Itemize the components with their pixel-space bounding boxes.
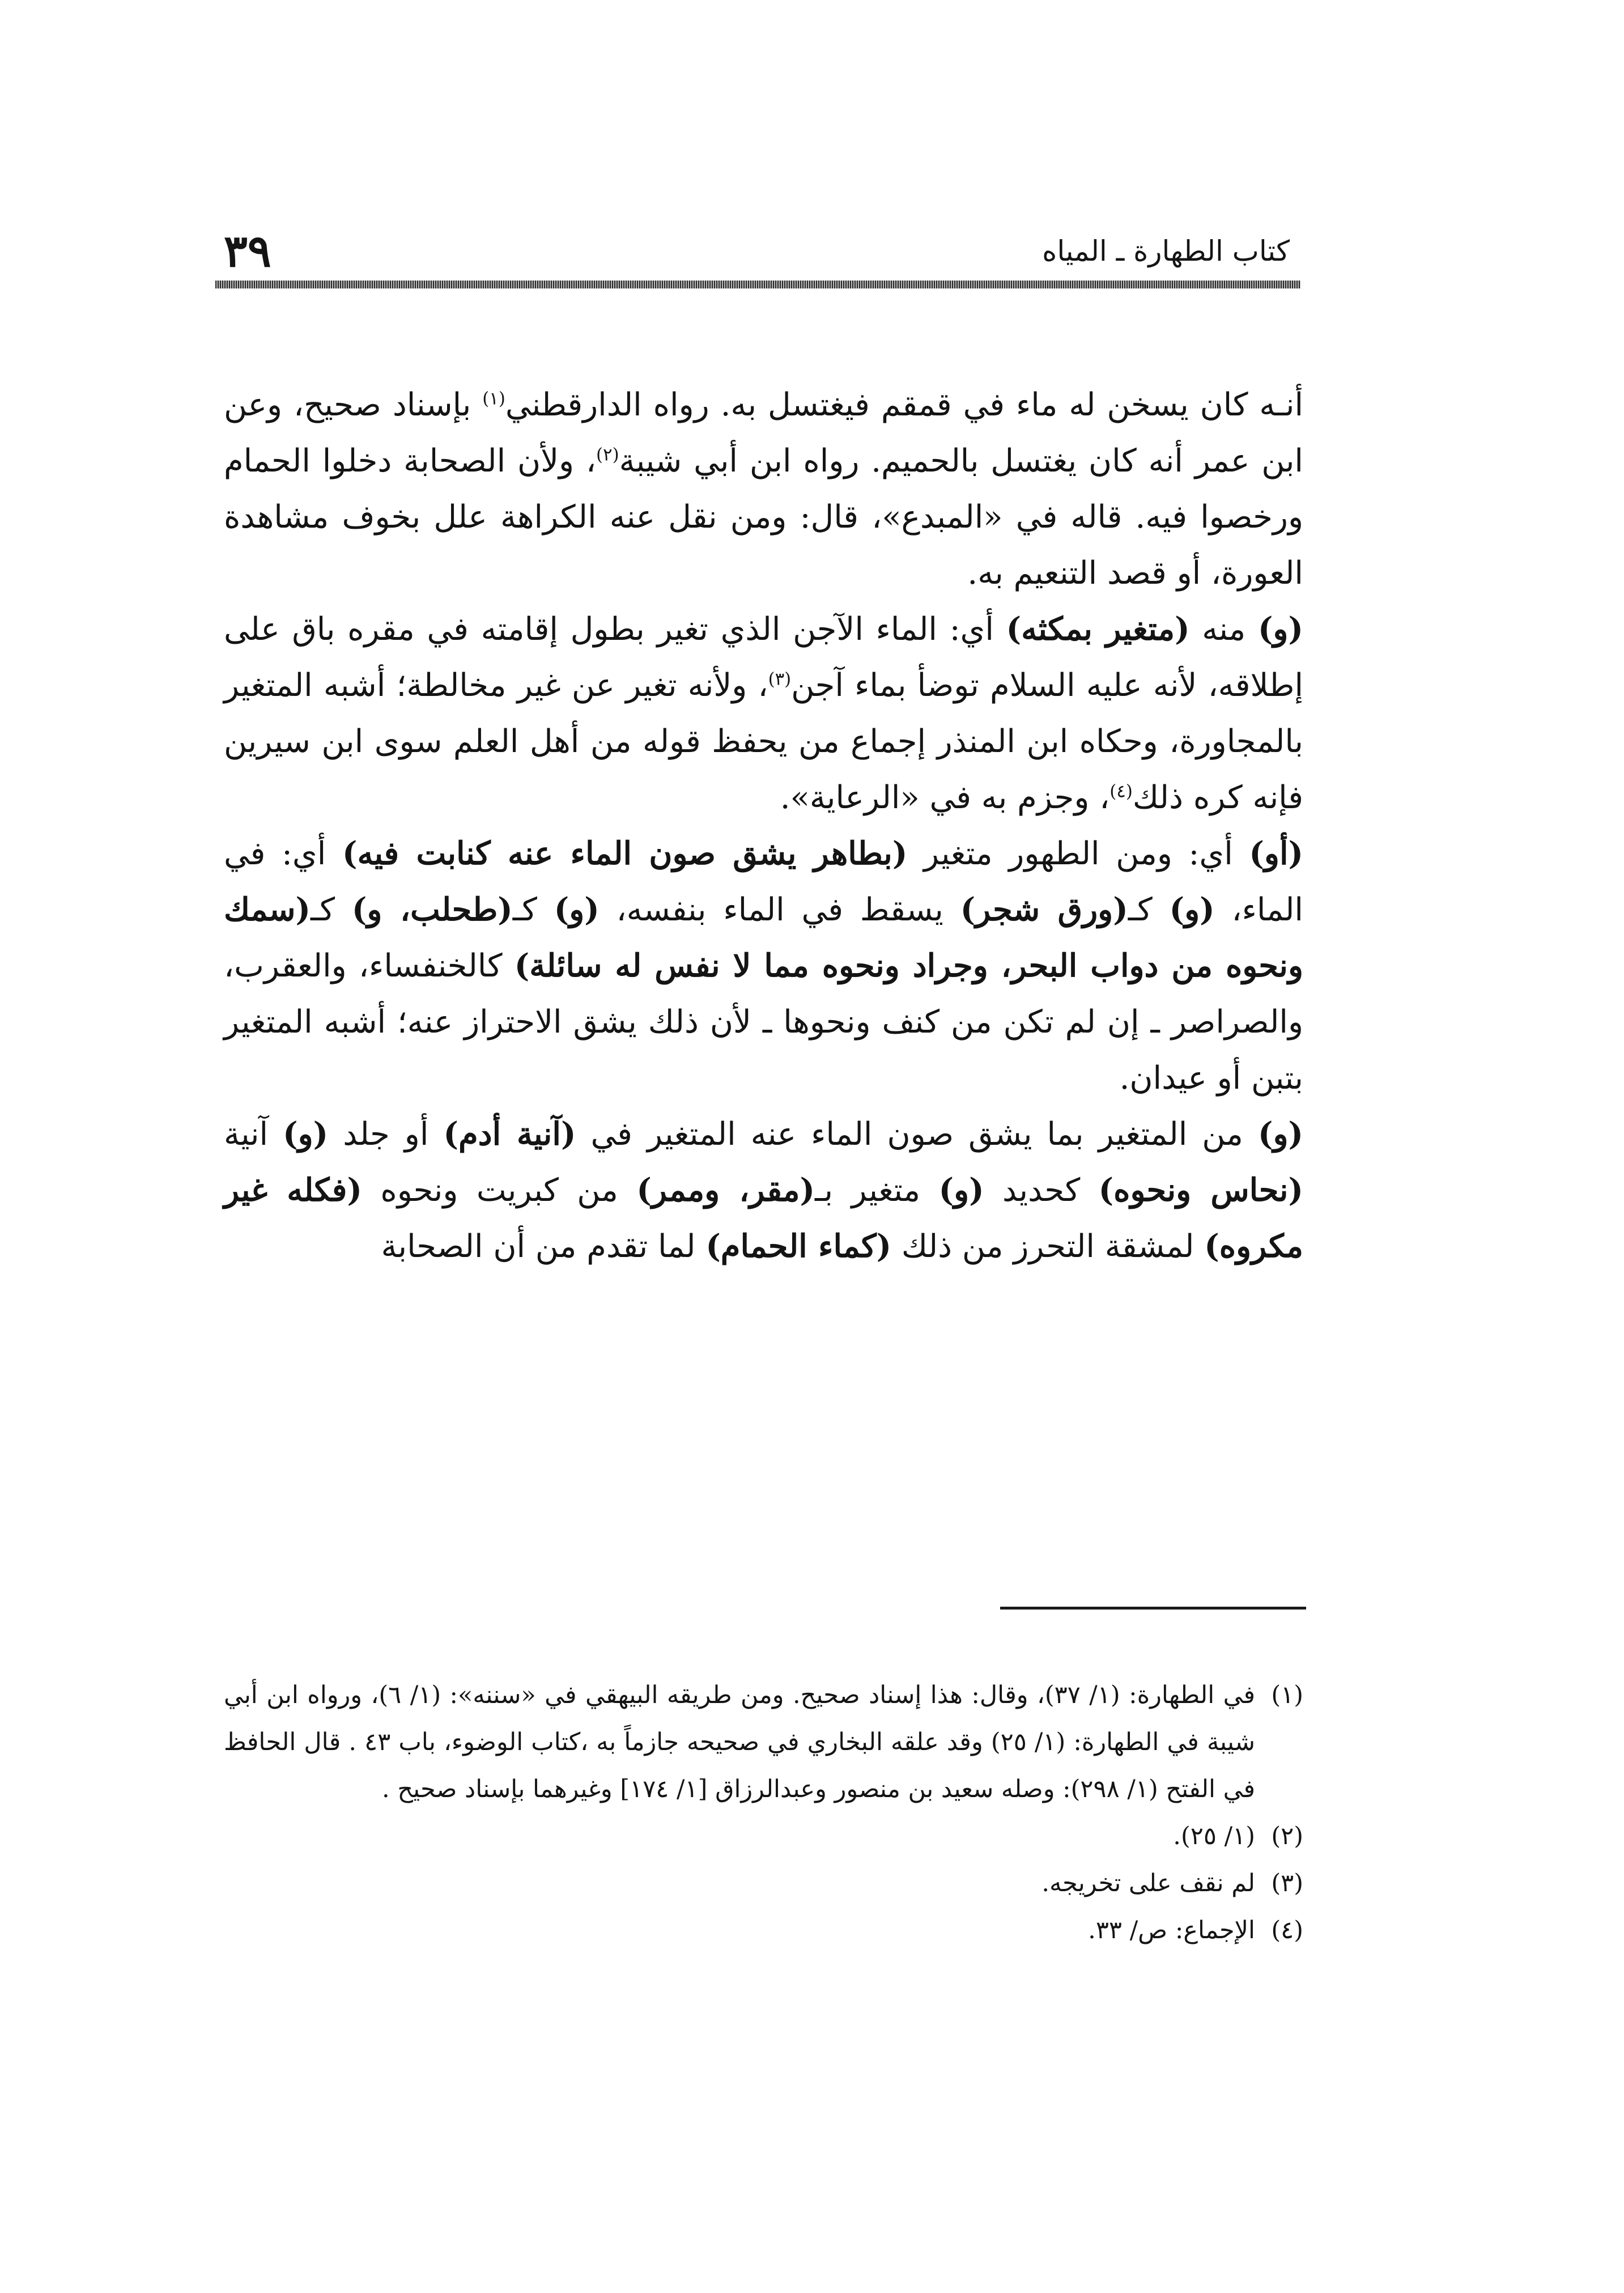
paragraph-1 <box>224 377 1303 601</box>
bold-run: (و) <box>1257 610 1303 648</box>
text-run: بإسناد صحيح، وعن ابن عمر أنه كان يغتسل بالحميم. رواه ابن أبي شيبة <box>224 387 1303 479</box>
footnote-number: (٤) <box>1271 1916 1303 1944</box>
bold-run: (كماء الحمام) <box>705 1228 892 1265</box>
running-title: كتاب الطهارة ـ المياه <box>1042 235 1290 267</box>
text-run: آنية <box>224 1116 283 1153</box>
bold-run: (و) <box>554 891 600 928</box>
footnote-ref: (١) <box>482 388 505 409</box>
paragraph-4 <box>224 1106 1303 1275</box>
bold-run: (آنية أدم) <box>443 1115 576 1153</box>
footnote <box>224 1672 1303 1813</box>
bold-run: (متغير بمكثه) <box>1006 610 1190 648</box>
bold-run: (مقر، وممر) <box>636 1171 815 1209</box>
text-run: من كبريت ونحوه <box>362 1172 637 1209</box>
footnote-text: (١/ ٢٥). <box>1173 1822 1255 1850</box>
footnote-number: (٣) <box>1271 1869 1303 1897</box>
footnote <box>224 1813 1303 1860</box>
text-run: ، ولأن الصحابة دخلوا الحمام ورخصوا فيه. قاله في «المبدع»، قال: ومن نقل عنه الكراهة علل بخوف مشاهدة العورة، أو قصد التنعيم به. <box>224 443 1303 592</box>
footnote <box>224 1860 1303 1907</box>
paragraph-3 <box>224 826 1303 1106</box>
text-run: كـ <box>311 891 352 928</box>
text-run: منه <box>1189 611 1258 648</box>
footnote-ref: (٤) <box>1109 781 1133 802</box>
text-run: يسقط في الماء بنفسه، <box>599 891 960 928</box>
main-text <box>224 377 1303 1275</box>
footnote <box>224 1907 1303 1954</box>
bold-run: (بطاهر يشق صون الماء عنه كنابت فيه) <box>342 835 908 872</box>
text-run: من المتغير بما يشق صون الماء عنه المتغير في <box>576 1116 1258 1153</box>
text-run: أي: في الماء، <box>224 835 1303 928</box>
text-run: كالخنفساء، والعقرب، والصراصر ـ إن لم تكن من كنف ونحوها ـ لأن ذلك يشق الاحتراز عنه؛ أشبه المتغير بتبن أو عيدان. <box>224 948 1303 1097</box>
bold-run: (نحاس ونحوه) <box>1098 1171 1303 1209</box>
bold-run: (ورق شجر) <box>960 891 1128 928</box>
footnote-ref: (٢) <box>596 444 619 465</box>
text-run: لما تقدم من أن الصحابة <box>381 1228 706 1265</box>
text-run: ، ولأنه تغير عن غير مخالطة؛ أشبه المتغير بالمجاورة، وحكاه ابن المنذر إجماع من يحفظ قوله من أهل العلم سوى ابن سيرين فإنه كره ذلك <box>224 667 1303 816</box>
bold-run: (طحلب، و) <box>351 891 513 928</box>
bold-run: (و) <box>1257 1115 1304 1153</box>
footnote-ref: (٣) <box>768 669 792 690</box>
text-run: أي: الماء الآجن الذي تغير بطول إقامته في مقره باق على إطلاقه، لأنه عليه السلام توضأ بماء آجن <box>224 611 1304 704</box>
footnote-text: الإجماع: ص/ ٣٣. <box>1088 1916 1255 1944</box>
bold-run: (و) <box>938 1171 984 1209</box>
text-run: لمشقة التحرز من ذلك <box>891 1228 1205 1265</box>
text-run: كحديد <box>984 1172 1099 1209</box>
bold-run: (و) <box>1169 891 1215 928</box>
footnote-number: (٢) <box>1271 1822 1303 1850</box>
footnotes <box>224 1672 1303 1954</box>
text-run: أو جلد <box>328 1116 444 1153</box>
bold-run: (و) <box>283 1115 329 1153</box>
text-run: ، وجزم به في «الرعاية». <box>780 779 1110 816</box>
page-number: ٣٩ <box>224 226 271 277</box>
text-run: أي: ومن الطهور متغير <box>907 835 1249 872</box>
text-run: متغير بـ <box>815 1172 939 1209</box>
text-run: أنـه كان يسخن له ماء في قمقم فيغتسل به. رواه الدارقطني <box>505 387 1304 423</box>
footnote-rule <box>1000 1607 1306 1610</box>
text-run: كـ <box>1128 891 1170 928</box>
paragraph-2 <box>224 601 1303 826</box>
header-rule <box>215 281 1300 288</box>
bold-run: (سمك ونحوه من دواب البحر، وجراد ونحوه مما لا نفس له سائلة) <box>224 891 1303 984</box>
text-run: كـ <box>512 891 554 928</box>
bold-run: (أو) <box>1249 835 1304 872</box>
footnote-number: (١) <box>1271 1681 1303 1709</box>
footnote-text: لم نقف على تخريجه. <box>1041 1869 1255 1897</box>
bold-run: (فكله غير مكروه) <box>224 1171 1303 1265</box>
footnote-text: في الطهارة: (١/ ٣٧)، وقال: هذا إسناد صحيح. ومن طريقه البيهقي في «سننه»: (١/ ٦)، ورواه ابن أبي شيبة في الطهارة: (١/ ٢٥) وقد علقه البخاري في صحيحه جازماً به ،كتاب الوضوء، باب ٤٣ . قال الحافظ في الفتح (١/ ٢٩٨): وصله سعيد بن منصور وعبدالرزاق [١/ ١٧٤] وغيرهما بإسناد صحيح . <box>224 1681 1255 1803</box>
